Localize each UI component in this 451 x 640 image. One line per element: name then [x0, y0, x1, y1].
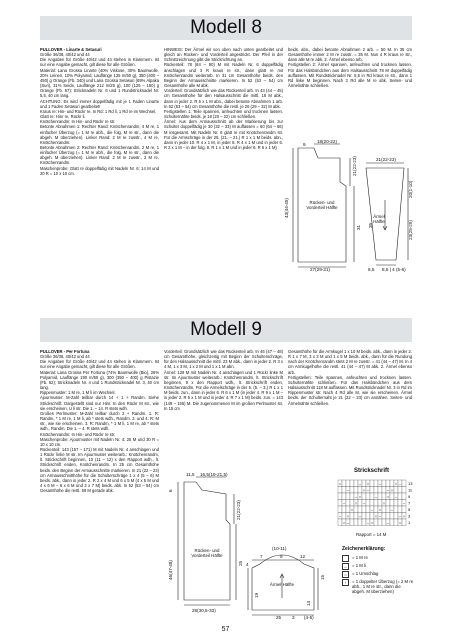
m8-col2-paragraph: HINWEIS: Der Ärmel wir von oben nach unten gearbeitet und gleich an Rücken- und Vorderteil angestrickt. Der Pfeil in der Schnittzeichnung gibt die Strickrichtung an. — [164, 47, 283, 63]
chart-symbol: ○ — [338, 480, 342, 486]
m8-col1-paragraph: Material: Lana Grossa Linarte (40% Viskose, 30% Baumwolle, 20% Leinen, 10% Polyamid, Lauflänge 125 m/50 g), 350 (400 – 450) g Orange (Fb. 340) und Lana Grossa Setasuri (69% Alpaka (Suri), 31% Seide, Lauflänge 212 m/25 g), 100 (125 – 150) g Orange (Fb. 57); Stricknadeln Nr. 6 und 1 Rundstricknadel Nr. 5,5, 40 cm lang. — [40, 67, 159, 99]
chart-cell — [378, 493, 382, 500]
m8-dim-side: 31 — [356, 224, 361, 230]
chart-symbol: – — [374, 493, 378, 499]
chart-cell — [358, 519, 362, 526]
knitting-chart-title: Strickschrift — [354, 468, 390, 474]
chart-symbol: ○ — [358, 493, 362, 499]
chart-symbol: – — [358, 480, 362, 486]
chart-cell — [342, 506, 346, 513]
m8-col1-paragraph: Betonte Abnahmen 1: Rechter Rand: Knötchenrandm, 4 M re, 1 einfacher Überzug (= 1 M re abh., die folg. M re str., dann die abgeh. M überziehen). Linker Rand: 2 M re zusstr., 4 M re, Knötchenrandm. — [40, 124, 159, 145]
chart-cell — [362, 513, 366, 520]
chart-cell — [350, 493, 354, 500]
legend-symbol: ↑ — [342, 579, 349, 586]
m9-col1-paragraph: Großes Perlmuster: M-Zahl teilbar durch 2 + Randm. 1. R: Randm, * 1 M re, 1 M li, ab * stets wdh., Randm. 2. und 4. R: M str., wie sie erscheinen. 3. R: Randm, * 1 M li, 1 M re, ab * stets wdh., Randm. Die 1. – 4. R stets wdh. — [40, 410, 159, 432]
chart-cell — [390, 500, 394, 507]
chart-symbol: – — [338, 513, 342, 519]
chart-cell — [374, 519, 378, 526]
chart-cell — [346, 506, 350, 513]
m8-dim-sleeve-bottom-a: 8,5 — [368, 267, 375, 272]
chart-cell — [366, 506, 370, 513]
chart-row-label: 11 — [408, 487, 413, 493]
chart-cell — [350, 480, 354, 487]
m9-col1-paragraph: PULLOVER - Per Fortuna — [40, 349, 90, 354]
m8-col2-paragraph: Vorderteil: Grundsätzlich wie das Rückenteil arb. In 43 (44 – 45) cm Gesamthöhe für den Halsausschnitt die mittl. 16 M abk., dann in jeder 2. R 5 x 1 M abn., dabei betonte Abnahmen 1 arb. In 52 (53 – 54) cm Gesamthöhe die restl. je 26 (29 – 32) M abk. — [164, 88, 283, 109]
chart-cell — [386, 480, 390, 487]
m8-dim-armhole: 21(22-23) — [352, 156, 357, 176]
chart-cell — [374, 500, 378, 507]
m9-dim-sleeve-a: 7 — [260, 554, 263, 559]
legend-item — [342, 555, 414, 562]
chart-cell — [390, 480, 394, 487]
legend-symbol — [342, 555, 349, 562]
m9-col1-paragraph: Die Angaben für Größe 40/42 und 44 stehen in Klammern. Ist nur eine Angabe gemacht, gilt diese für alle Größen. — [40, 359, 159, 370]
chart-cell — [346, 493, 350, 500]
chart-symbol: – — [386, 487, 390, 493]
m9-dim-neck: 11,5 — [186, 472, 195, 477]
legend-text: = 1 M li — [352, 563, 366, 568]
chart-symbol: – — [342, 500, 346, 506]
m9-col3-paragraph: Fertigstellen: Teile spannen, anfeuchten und trocknen lassen. Schulternähte schließen. Für das Halsbündchen aus dem Halsausschnitt 118 M auffassen. Mit Rundstricknadel Nr. 3 in Rd im Rippenmuster str. Nach 4 Rd alle M, wie sie erscheinen. Ärmel beids. der Schulternaht je 21 (22 – 23) cm annähen. Seiten- und Ärmelnähte schließen. — [288, 374, 412, 406]
chart-cell — [338, 500, 342, 507]
m9-col3-paragraph: Gesamthöhe für die Armkugel 1 x 10 M beids. abk., dann in jeder 2. R 1 x 7 M, 3 x 3 M und 1 x 5 M beids. abk., dann für die Rundung nach der Knötchenrandm stets 2 M re zusstr. = 41 (44 – 47) M. In 4 cm Armkugelhöhe die restl. 41 (44 – 47) M abk. 2. Ärmel ebenso arb. — [288, 349, 412, 375]
chart-cell — [382, 480, 386, 487]
chart-row-label: 7 — [408, 500, 411, 506]
chart-cell — [382, 493, 386, 500]
m8-col1-paragraph: Die Angaben für Größe 40/42 und 44 stehen in Klammern. Ist nur eine Angabe gemacht, gilt diese für alle Größen. — [40, 57, 159, 68]
chart-symbol: – — [398, 480, 402, 486]
chart-cell — [402, 493, 406, 500]
chart-symbol: – — [394, 493, 398, 499]
chart-cell — [378, 500, 382, 507]
section-title-modell-8: Modell 8 — [40, 16, 412, 40]
chart-cell — [378, 519, 382, 526]
chart-cell — [358, 487, 362, 494]
m8-dim-height-total: 43(44-45) — [284, 198, 289, 218]
section-title-modell-9: Modell 9 — [40, 318, 412, 342]
m8-col3-paragraph: beids. abn., dabei betonte Abnahmen 2 arb. = 50 M. In 35 cm Gesamthöhe immer 2 M re zusstr. = 25 M. Nun 4 R kraus re str., dann alle M re abk. 2. Ärmel ebenso arb. — [288, 47, 412, 63]
m8-col1-paragraph: Maschenprobe: Glatt re doppelfädig mit Nadeln Nr. 6: 14 M und 20 R = 10 x 10 cm. — [40, 165, 159, 176]
m8-col2-paragraph: Fertigstellen 1: Teile spannen, anfeuchten und trocknen lassen. Schulternähte beids. je 18 (20 – 22) cm schließen. — [164, 108, 283, 120]
chart-cell — [350, 519, 354, 526]
chart-symbol: ○ — [394, 480, 398, 486]
m9-dim-sleeve-left: 4 — [246, 562, 249, 567]
chart-symbol: ○ — [390, 487, 394, 493]
chart-cell — [378, 487, 382, 494]
m8-dim-sleeve-bottom-c: (5-6) — [396, 267, 406, 272]
chart-cell — [350, 513, 354, 520]
chart-symbol: – — [354, 493, 358, 499]
legend — [342, 555, 414, 596]
chart-cell — [338, 487, 342, 494]
chart-cell — [402, 506, 406, 513]
m8-col1-paragraph: Knötchenrandm: In Hin- und Rückr re str. — [40, 119, 116, 125]
chart-cell — [350, 487, 354, 494]
legend-symbol: – — [342, 563, 349, 570]
chart-cell — [398, 493, 402, 500]
chart-symbol: ○ — [370, 519, 374, 525]
chart-symbol: – — [386, 519, 390, 525]
chart-symbol: ○ — [386, 493, 390, 499]
chart-cell — [342, 480, 346, 487]
m9-dim-side-top: 6 — [168, 489, 173, 492]
m8-column-3 — [288, 47, 412, 88]
m8-column-1 — [40, 47, 159, 176]
chart-symbol: – — [378, 513, 382, 519]
m8-dim-sleeve-bottom-b: 8,5 | 4 — [382, 267, 395, 272]
chart-cell — [366, 493, 370, 500]
chart-cell — [362, 519, 366, 526]
m9-sleeve-label: Ärmel Hälfte — [269, 582, 295, 587]
chart-symbol: ○ — [350, 506, 354, 512]
m8-schematic — [284, 140, 414, 272]
chart-cell — [338, 506, 342, 513]
chart-cell — [354, 480, 358, 487]
chart-cell — [394, 519, 398, 526]
chart-cell — [350, 500, 354, 507]
chart-row-label: 5 — [408, 506, 411, 512]
m9-col1-paragraph: Maschenprobe: Ajourmuster mit Nadeln Nr. 4: 25 M und 30 R = 10 x 10 cm. — [40, 436, 159, 447]
legend-item — [342, 563, 414, 570]
chart-row-label: 1 — [408, 519, 411, 525]
m9-dim-sleeve-right-b: 14 — [306, 600, 311, 606]
chart-cell — [394, 500, 398, 507]
m8-col1-paragraph: Größe 36/38, 40/42 und 44 — [40, 52, 90, 58]
m9-column-2 — [164, 349, 283, 411]
m8-col1-paragraph: ACHTUNG: Es wird immer doppelfädig mit je 1 Faden Linarte und 1 Faden Setasuri gearbeitet! — [40, 98, 159, 109]
m8-col1-paragraph: Glatt re: Hinr re, Rückr li. — [40, 114, 86, 120]
chart-cell — [398, 487, 402, 494]
chart-cell — [342, 487, 346, 494]
knitting-chart-rapport: Rapport = 14 M — [356, 532, 387, 537]
knitting-chart — [336, 478, 416, 530]
chart-cell — [370, 487, 374, 494]
m9-dim-sleeve-top: (10-11) — [272, 546, 287, 551]
chart-cell — [338, 519, 342, 526]
chart-symbol: – — [358, 513, 362, 519]
m9-column-1 — [40, 349, 159, 493]
m8-body-label: Rücken- und Vorderteil Hälfte — [306, 200, 338, 211]
m8-dim-sleeve-top: 21(22-23) — [376, 157, 396, 162]
m9-col2-paragraph: Vorderteil: Grundsätzlich wie das Rückenteil arb. In 46 (47 – 48) cm Gesamthöhe, gleichzeitig mit Beginn der Schulterschräge, für den Halsausschnitt die mittl. 23 M abk., dann in jeder 2. R 3 x 4 M, 1 x 3 M, 1 x 2 M und 1 x 1 M abn. — [164, 349, 283, 370]
m9-col1-paragraph: Material: Lana Grossa Per Fortuna (74% Baumwolle (Bio), 26% Polyamid, Lauflänge 190 m/50 g), 300 (350 – 400) g Pistazie (Fb. 52); Stricknadeln Nr. 4 und 1 Rundstricknadel Nr. 3, 40 cm lang. — [40, 369, 159, 391]
chart-cell — [390, 519, 394, 526]
chart-symbol: ○ — [382, 500, 386, 506]
m8-dim-neck-width: 9 — [303, 142, 306, 147]
m9-dim-sleeve-inner: 19 — [254, 592, 259, 598]
m8-col2-paragraph: Rückenteil: 78 (84 – 90) M mit Nadeln Nr. 6 doppelfädig anschlagen und 3 R kraus re str., dann glatt re mit Knötchenrandm weiterarb. In 31 cm Gesamthöhe beids. den Beginn der Armausschnitte markieren. In 52 (53 – 54) cm Gesamthöhe alle M abk. — [164, 62, 283, 89]
page-number: 57 — [221, 626, 230, 633]
m9-col1-paragraph: Ajourmuster: M-Zahl teilbar durch 14 + 1 + Randm. Siehe Strickschrift. Dargestellt sind nur Hinr. In den Rückr M str., wie sie erscheinen, U li str. Die 1. – 14. R stets wdh. — [40, 395, 159, 411]
chart-symbol: ○ — [342, 519, 346, 525]
chart-cell — [346, 480, 350, 487]
chart-cell — [370, 493, 374, 500]
chart-symbol: ○ — [402, 513, 406, 519]
m8-sleeve-label: Ärmel Hälfte — [373, 214, 385, 225]
chart-cell — [354, 506, 358, 513]
chart-cell — [394, 487, 398, 494]
m8-dim-bottom: 27(29-31) — [310, 267, 330, 272]
chart-cell — [342, 513, 346, 520]
chart-cell — [362, 506, 366, 513]
m8-dim-sleeve-side: 23(25-25) — [408, 220, 413, 240]
m8-col1-paragraph: PULLOVER - Linarte & Setasuri — [40, 47, 102, 52]
chart-cell — [370, 513, 374, 520]
m8-col1-paragraph: Kraus re: Hin- und Rückr re. In Rd: 1 Rd li, 1 Rd re im Wechsel. — [40, 108, 157, 114]
chart-symbol: ○ — [398, 519, 402, 525]
chart-cell — [354, 519, 358, 526]
chart-cell — [374, 480, 378, 487]
m9-col1-paragraph: Knötchenrandm: In Hin- und Rückr re str. — [40, 431, 116, 437]
chart-row-label: 3 — [408, 513, 411, 519]
chart-symbol: – — [378, 480, 382, 486]
chart-cell — [362, 493, 366, 500]
chart-cell — [394, 513, 398, 520]
chart-cell — [398, 500, 402, 507]
chart-cell — [354, 487, 358, 494]
chart-cell — [386, 506, 390, 513]
chart-symbol: ○ — [374, 513, 378, 519]
chart-symbol: – — [398, 513, 402, 519]
chart-symbol: – — [402, 500, 406, 506]
m9-col1-paragraph: Größe 36/38, 40/42 und 44 — [40, 354, 90, 360]
legend-text: = 1 Umschlag — [352, 571, 379, 576]
chart-cell — [374, 506, 378, 513]
m9-dim-sleeve-bottom-b: 3 — [292, 615, 295, 620]
m9-dim-armhole: 21(22-23) — [236, 500, 241, 520]
m9-dim-sleeve-right-a: 15 — [320, 574, 325, 580]
chart-cell — [390, 513, 394, 520]
chart-symbol: – — [390, 506, 394, 512]
chart-cell — [370, 500, 374, 507]
legend-symbol: ○ — [342, 571, 349, 578]
chart-symbol: – — [346, 519, 350, 525]
m9-dim-height-total: 46(47-48) — [168, 560, 173, 580]
chart-symbol: – — [366, 487, 370, 493]
chart-cell — [338, 493, 342, 500]
m9-dim-sleeve-bottom-a: 25 — [276, 615, 282, 620]
chart-cell — [386, 500, 390, 507]
chart-cell — [402, 487, 406, 494]
chart-cell — [358, 500, 362, 507]
legend-text: = 1 doppelter Überzug (= 2 M re abh., 1 M re str., dann die abgeh. M überziehen) — [352, 579, 414, 595]
chart-symbol: ○ — [354, 500, 358, 506]
chart-cell — [374, 487, 378, 494]
m8-col1-paragraph: Betonte Abnahmen 2: Rechter Rand: Knötchenrandm, 2 M re, 1 einfacher Überzug (= 1 M re abh., die folg. M re str., dann die abgeh. M überziehen). Linker Rand: 2 M re zusstr., 2 M re, Knötchenrandm. — [40, 144, 159, 166]
chart-cell — [382, 519, 386, 526]
m9-col1-paragraph: Rippenmuster: 1 M re, 1 M li im Wechsel. — [40, 390, 116, 396]
m9-dim-bottom: 28(30,5-33) — [192, 608, 216, 613]
chart-cell — [390, 493, 394, 500]
chart-cell — [402, 480, 406, 487]
chart-cell — [366, 513, 370, 520]
legend-item — [342, 571, 414, 578]
chart-symbol: – — [362, 500, 366, 506]
m9-dim-sleeve-bottom-c: (4-5) — [304, 615, 314, 620]
chart-cell — [370, 480, 374, 487]
chart-cell — [382, 487, 386, 494]
chart-symbol: ○ — [362, 487, 366, 493]
chart-cell — [382, 513, 386, 520]
chart-row-label: 13 — [408, 480, 413, 486]
m8-col2-paragraph: Ärmel: Aus dem Armausschnitt ab der Markierung bis zur Schulter doppelfädig je 30 (32 – 33) M auffassen = 60 (64 – 66) M insgesamt. Mit Nadeln Nr. 6 glatt re mit Knötchenrandm str. Für die Armschräge in der 25. (21. – 21.) R 1 x 1 M beids. abn., dann in jeder 10. R 4 x 1 M, in jeder 8. R 4 x 1 M und in jeder 6. R 2 x 1 M – in der folg. 8. R 1 x 1 M und in jeder 6. R 6 x 1 M) — [164, 119, 283, 150]
m8-column-2 — [164, 47, 283, 150]
chart-cell — [394, 506, 398, 513]
chart-symbol: ○ — [378, 506, 382, 512]
m9-dim-shoulder: 16,5(19-21,5) — [200, 472, 228, 477]
chart-row-label: 9 — [408, 493, 411, 499]
m9-col2-paragraph: Ärmel: 129 M mit Nadeln Nr. 4 anschlagen und 1 Rückr linke M str. Im Ajourmuster weiterarb.: Knötchenrandm, lt. Strickschrift beginnen, 9 x den Rapport wdh., lt. Strickschrift enden, Knötchenrandm. Für die Armelschräge in der 5. (5. – 3.) R 1 x 1 M beids. zun., dann in jeder 6. R 6 x 1 M (in jeder 4. R 9 x 1 M – in jeder 2. R 5 x 1 M und in jeder 4. R 7 x 1 M) beids. zun. = 143 (149 – 155) M. Die zugenommenen M im großen Perlmuster str. In 15 cm — [164, 369, 283, 411]
chart-symbol: – — [346, 487, 350, 493]
m9-body-label: Rücken- und Vorderteil Hälfte — [191, 548, 223, 559]
m9-dim-sleeve-b: 9 — [280, 554, 283, 559]
m8-col3-paragraph: Fertigstellen 2: Ärmel spannen, anfeuchten und trocknen lassen. Für das Halsbündchen aus dem Halsausschnitt 78 M doppelfädig auffassen. Mit Rundstricknadel Nr. 5,5 in Rd kraus re str., dann 1 Rd linke M beginnen. Nach 3 Rd alle M re abk. Seiten- und Ärmelnähte schließen. — [288, 62, 412, 89]
legend-text: = 1 M re — [352, 555, 368, 560]
chart-cell — [362, 480, 366, 487]
legend-title: Zeichenerklärung: — [342, 546, 386, 552]
chart-symbol: ○ — [366, 480, 370, 486]
m9-dim-sleeve-c: 12 — [300, 554, 306, 559]
chart-cell — [398, 506, 402, 513]
chart-symbol: – — [370, 506, 374, 512]
m9-col1-paragraph: Rückenteil: 143 (157 – 171) M mit Nadeln Nr. 4 anschlagen und 1 Rückr linke M str. Im Ajourmuster weiterarb.: Knötchenrandm, lt. Strickschrift beginnen, 10 (11 – 12) x den Rapport wdh., lt. Strickschrift enden, Knötchenrandm. In 25 cm Gesamthöhe beids. den Beginn der Armausschnitte markieren. In 21 (22 – 23) cm Armausschnitthöhe für die Schulterschräge 1 x 4 (5 – 6) M beids. abk., dann in jeder 2. R 2 x 4 M und 6 x 5 M (4 x 5 M und 4 x 6 M – 6 x 6 M und 2 x 7 M) beids. abk. In 52 (53 – 54) cm Gesamthöhe die restl. 59 M gerade abk. — [40, 446, 159, 494]
chart-cell — [382, 506, 386, 513]
chart-cell — [342, 493, 346, 500]
m8-dim-sleeve-side-b: 20(1-10) — [408, 180, 413, 198]
m8-dim-shoulder: 18(20-22) — [317, 140, 337, 144]
chart-cell — [358, 506, 362, 513]
chart-cell — [386, 513, 390, 520]
m9-column-3 — [288, 349, 412, 406]
legend-item — [342, 579, 414, 595]
chart-cell — [366, 500, 370, 507]
m9-schematic — [164, 470, 338, 620]
m8-dim-sleeve-height: 35 — [368, 222, 373, 228]
chart-symbol: ○ — [346, 513, 350, 519]
m9-dim-side: 25 — [238, 560, 243, 566]
chart-cell — [354, 513, 358, 520]
chart-symbol: – — [366, 519, 370, 525]
chart-cell — [346, 500, 350, 507]
chart-cell — [402, 519, 406, 526]
